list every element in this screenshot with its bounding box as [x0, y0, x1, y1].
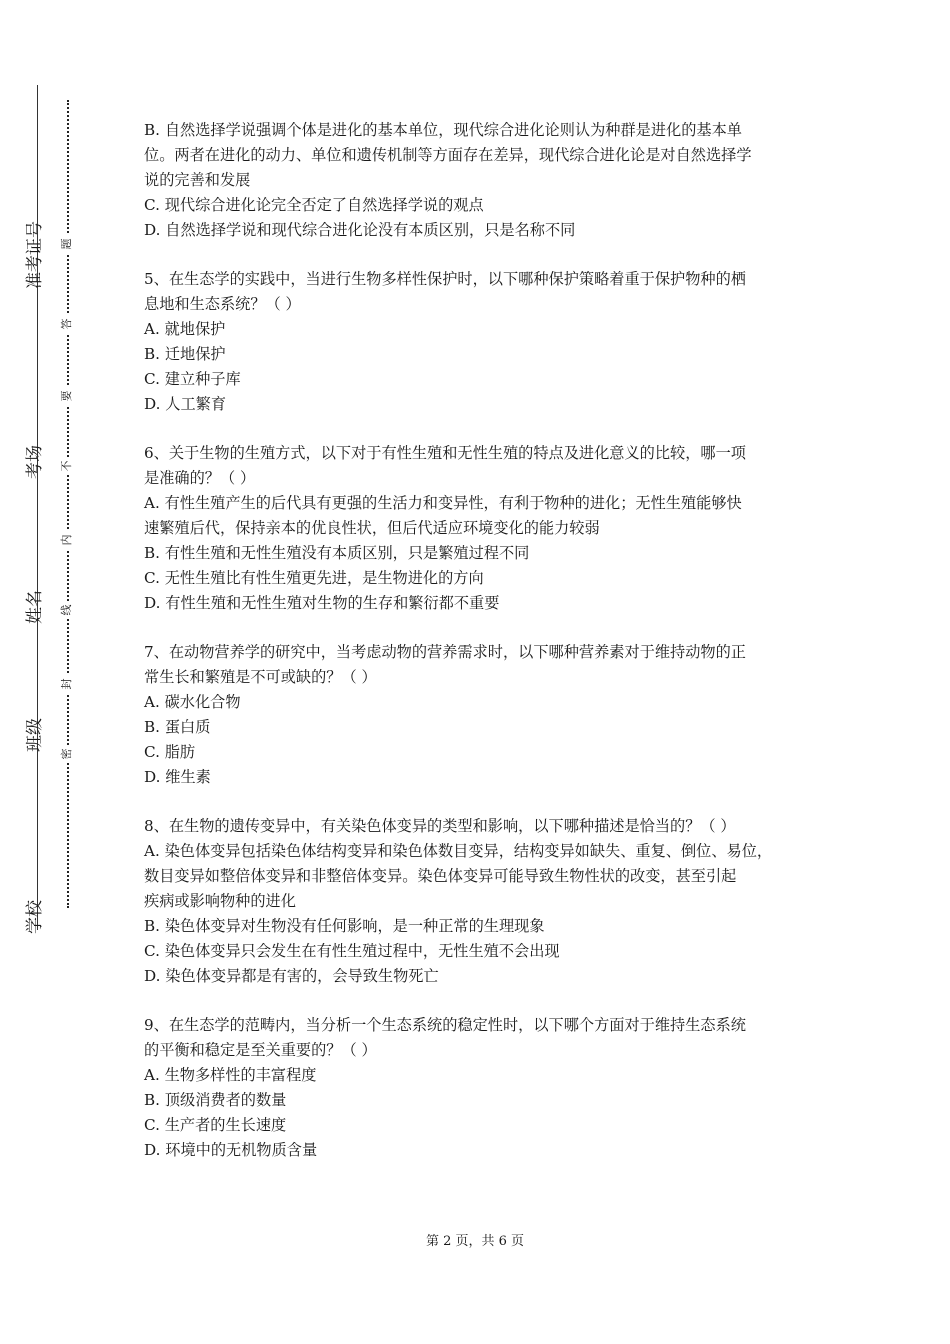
seal-char: 线	[58, 601, 76, 619]
option-c: C. 生产者的生长速度	[144, 1116, 287, 1134]
option-d: D. 维生素	[144, 768, 211, 786]
seal-char: 题	[58, 235, 76, 253]
option-line: B. 自然选择学说强调个体是进化的基本单位，现代综合进化论则认为种群是进化的基本单	[144, 121, 742, 139]
option-a: A. 就地保护	[144, 320, 226, 338]
stem-line: 6、关于生物的生殖方式，以下对于有性生殖和无性生殖的特点及进化意义的比较，哪一项	[144, 444, 746, 462]
binding-label-school: 学校	[25, 900, 45, 934]
option-b: B. 迁地保护	[144, 345, 226, 363]
option-line: D. 自然选择学说和现代综合进化论没有本质区别，只是名称不同	[144, 221, 576, 239]
option-line: 数目变异如整倍体变异和非整倍体变异。染色体变异可能导致生物性状的改变，甚至引起	[144, 867, 737, 885]
binding-labels	[20, 221, 54, 935]
binding-label-exam-room: 考场	[25, 445, 45, 479]
option-d: D. 环境中的无机物质含量	[144, 1141, 318, 1159]
option-a	[144, 839, 824, 914]
option-c	[144, 193, 824, 218]
stem-line: 是准确的？（ ）	[144, 469, 256, 487]
binding-label-exam-number: 准考证号	[25, 221, 45, 289]
option-c: C. 脂肪	[144, 743, 196, 761]
option-line: C. 现代综合进化论完全否定了自然选择学说的观点	[144, 196, 484, 214]
stem-line: 5、在生态学的实践中，当进行生物多样性保护时，以下哪种保护策略着重于保护物种的栖	[144, 270, 746, 288]
option-c: C. 染色体变异只会发生在有性生殖过程中，无性生殖不会出现	[144, 942, 560, 960]
question-7	[144, 640, 824, 790]
seal-char: 不	[58, 457, 76, 475]
option-a: A. 生物多样性的丰富程度	[144, 1066, 317, 1084]
page-footer: 第 2 页，共 6 页	[425, 1234, 525, 1249]
seal-char: 答	[58, 315, 76, 333]
option-b: B. 顶级消费者的数量	[144, 1091, 287, 1109]
seal-char: 要	[58, 387, 76, 405]
seal-char: 密	[58, 745, 76, 763]
question-8	[144, 814, 824, 989]
option-a: A. 碳水化合物	[144, 693, 241, 711]
option-c: C. 无性生殖比有性生殖更先进，是生物进化的方向	[144, 569, 484, 587]
seal-char: 内	[58, 531, 76, 549]
binding-label-name: 姓名	[25, 590, 45, 624]
option-c: C. 建立种子库	[144, 370, 241, 388]
option-d: D. 染色体变异都是有害的，会导致生物死亡	[144, 967, 439, 985]
question-content	[144, 118, 824, 1163]
question-5	[144, 267, 824, 417]
stem-line: 常生长和繁殖是不可或缺的？（ ）	[144, 668, 377, 686]
question-stem	[144, 1013, 824, 1063]
option-b: B. 染色体变异对生物没有任何影响，是一种正常的生理现象	[144, 917, 545, 935]
question-stem	[144, 441, 824, 491]
option-line: A. 有性生殖产生的后代具有更强的生活力和变异性，有利于物种的进化；无性生殖能够快	[144, 494, 742, 512]
stem-line: 的平衡和稳定是至关重要的？（ ）	[144, 1041, 377, 1059]
option-d: D. 有性生殖和无性生殖对生物的生存和繁衍都不重要	[144, 594, 500, 612]
option-d: D. 人工繁育	[144, 395, 227, 413]
stem-line: 7、在动物营养学的研究中，当考虑动物的营养需求时，以下哪种营养素对于维持动物的正	[144, 643, 746, 661]
option-d	[144, 218, 824, 243]
seal-dotted-line	[67, 100, 69, 908]
option-b	[144, 118, 824, 193]
stem-line: 9、在生态学的范畴内，当分析一个生态系统的稳定性时，以下哪个方面对于维持生态系统	[144, 1016, 746, 1034]
option-a	[144, 491, 824, 541]
question-stem	[144, 640, 824, 690]
binding-label-class: 班级	[25, 718, 45, 752]
stem-line: 8、在生物的遗传变异中，有关染色体变异的类型和影响，以下哪种描述是恰当的？（ ）	[144, 817, 736, 835]
question-stem	[144, 814, 824, 839]
question-6	[144, 441, 824, 616]
stem-line: 息地和生态系统？（ ）	[144, 295, 301, 313]
question-4-continuation	[144, 118, 824, 243]
question-9	[144, 1013, 824, 1163]
option-line: 速繁殖后代，保持亲本的优良性状，但后代适应环境变化的能力较弱	[144, 519, 600, 537]
option-line: 说的完善和发展	[144, 171, 251, 189]
seal-char: 封	[58, 675, 76, 693]
option-line: 疾病或影响物种的进化	[144, 892, 296, 910]
option-b: B. 蛋白质	[144, 718, 211, 736]
option-line: 位。两者在进化的动力、单位和遗传机制等方面存在差异，现代综合进化论是对自然选择学	[144, 146, 752, 164]
option-line: A. 染色体变异包括染色体结构变异和染色体数目变异，结构变异如缺失、重复、倒位、易位，	[144, 842, 773, 860]
question-stem	[144, 267, 824, 317]
option-b: B. 有性生殖和无性生殖没有本质区别，只是繁殖过程不同	[144, 544, 530, 562]
